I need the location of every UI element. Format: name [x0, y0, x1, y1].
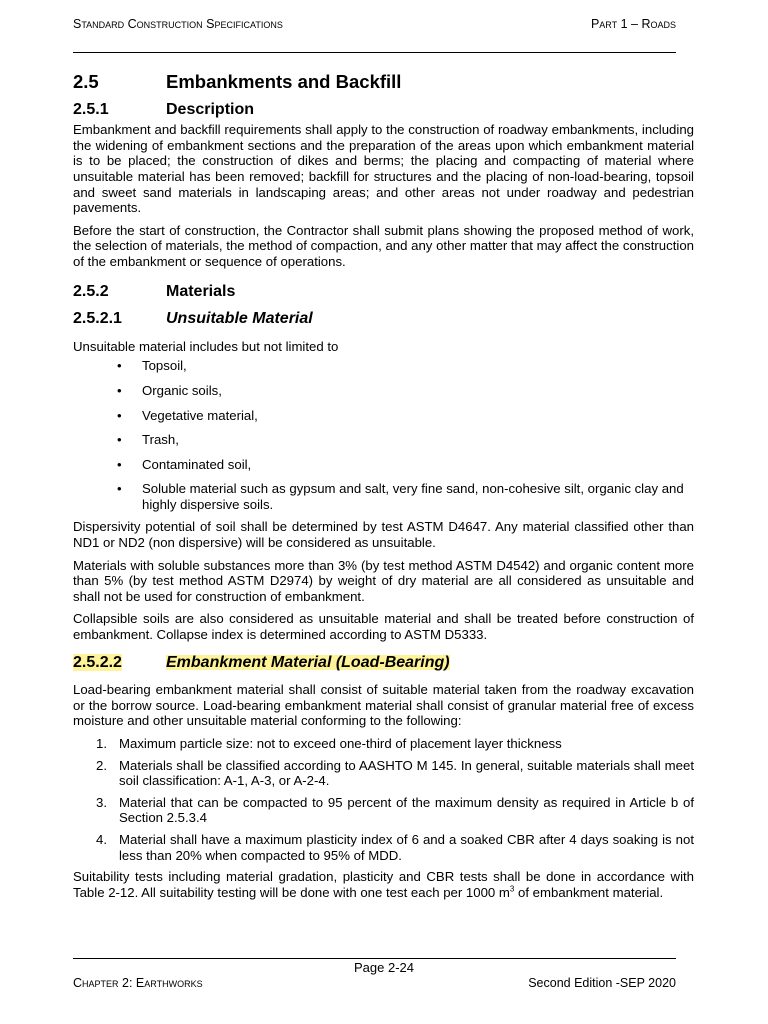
footer-divider	[73, 958, 676, 959]
list-item	[73, 481, 694, 512]
list-item	[73, 736, 694, 752]
list-item	[73, 432, 694, 448]
section-number: 2.5	[73, 71, 99, 92]
paragraph-suitability-tests	[73, 869, 694, 900]
subsubsection-heading-unsuitable	[73, 311, 694, 327]
bullet-icon: •	[117, 407, 122, 423]
list-item-text: Material shall have a maximum plasticity index of 6 and a soaked CBR after 4 days soaking is not less than 20% when compacted to 95% of MDD.	[119, 831, 694, 863]
list-number: 2.	[96, 757, 107, 773]
list-item-text: Materials shall be classified according to AASHTO M 145. In general, suitable materials shall meet soil classification: A-1, A-3, or A-2-4.	[119, 757, 694, 789]
list-number: 4.	[96, 831, 107, 847]
bullet-icon: •	[117, 481, 122, 497]
header-part-title: Part 1 – Roads	[590, 17, 676, 31]
header-doc-title: Standard Construction Specifications	[73, 17, 283, 31]
subsection-heading-description	[73, 102, 694, 118]
paragraph-text: Suitability tests including material gradation, plasticity and CBR tests shall be done in accordance with Table 2-12. All suitability testing will be done with one test each per 1000 m	[73, 869, 694, 900]
footer-edition: Second Edition -SEP 2020	[528, 976, 676, 990]
page-number: Page 2-24	[354, 960, 414, 975]
subsubsection-title: Embankment Material (Load-Bearing)	[166, 653, 450, 671]
list-item-text: Material that can be compacted to 95 percent of the maximum density as required in Article b of Section 2.5.3.4	[119, 794, 694, 826]
list-item-text: Organic soils,	[142, 382, 222, 398]
list-item	[73, 832, 694, 863]
unsuitable-list	[73, 358, 694, 512]
paragraph: Materials with soluble substances more than 3% (by test method ASTM D4542) and organic content more than 5% (by test method ASTM D2974) by weight of dry material are all considered as unsuitable and shall not be used for construction of embankment.	[73, 557, 694, 604]
subsection-heading-materials	[73, 284, 694, 300]
subsection-title: Materials	[166, 282, 236, 300]
paragraph: Dispersivity potential of soil shall be determined by test ASTM D4647. Any material classified other than ND1 or ND2 (non dispersive) will be considered as unsuitable.	[73, 519, 694, 551]
bullet-icon: •	[117, 432, 122, 448]
superscript: 3	[509, 884, 515, 894]
subsubsection-title: Unsuitable Material	[166, 310, 313, 328]
subsection-number: 2.5.1	[73, 100, 109, 118]
paragraph: Load-bearing embankment material shall consist of suitable material taken from the roadway excavation or the borrow source. Load-bearing embankment material shall consist of granular material free of excess moisture and other unsuitable material conforming to the following:	[73, 682, 694, 729]
bullet-icon: •	[117, 456, 122, 472]
paragraph-text: of embankment material.	[514, 884, 664, 900]
list-item-text: Vegetative material,	[142, 407, 258, 423]
paragraph: Collapsible soils are also considered as unsuitable material and shall be treated before construction of embankment. Collapse index is determined according to ASTM D5333.	[73, 611, 694, 643]
list-item-text: Contaminated soil,	[142, 456, 252, 472]
requirements-list	[73, 736, 694, 863]
list-item	[73, 358, 694, 374]
subsubsection-number: 2.5.2.1	[73, 310, 122, 328]
list-item	[73, 457, 694, 473]
list-item-text: Soluble material such as gypsum and salt, very fine sand, non-cohesive silt, organic clay and highly dispersive soils.	[142, 481, 684, 512]
paragraph: Before the start of construction, the Contractor shall submit plans showing the proposed method of work, the selection of materials, the method of compaction, and any other matter that may affect the construction of the embankment or sequence of operations.	[73, 222, 694, 269]
list-number: 3.	[96, 794, 107, 810]
subsubsection-heading-embankment-material	[73, 655, 694, 671]
subsubsection-number: 2.5.2.2	[73, 653, 122, 671]
bullet-icon: •	[117, 382, 122, 398]
list-number: 1.	[96, 736, 107, 751]
bullet-icon: •	[117, 358, 122, 374]
list-item-text: Trash,	[142, 432, 179, 448]
list-item	[73, 758, 694, 789]
list-item	[73, 795, 694, 826]
header-divider	[73, 52, 676, 53]
page-body	[73, 71, 694, 907]
section-heading	[73, 71, 694, 92]
subsection-number: 2.5.2	[73, 282, 109, 300]
footer-chapter: Chapter 2: Earthworks	[73, 976, 203, 990]
list-item	[73, 383, 694, 399]
paragraph: Embankment and backfill requirements shall apply to the construction of roadway embankments, including the widening of embankment sections and the preparation of the areas upon which embankment material is to be placed; the construction of dikes and berms; the placing and compacting of material where unsuitable material has been removed; backfill for structures and the placing of non-load-bearing, topsoil and sweet sand materials in landscaping areas; and other areas not under roadway and pedestrian pavements.	[73, 122, 694, 216]
subsection-title: Description	[166, 100, 255, 118]
list-item-text: Topsoil,	[142, 358, 187, 374]
paragraph: Unsuitable material includes but not limited to	[73, 338, 339, 354]
section-title: Embankments and Backfill	[166, 71, 402, 92]
list-item-text: Maximum particle size: not to exceed one-third of placement layer thickness	[119, 736, 562, 751]
list-item	[73, 408, 694, 424]
